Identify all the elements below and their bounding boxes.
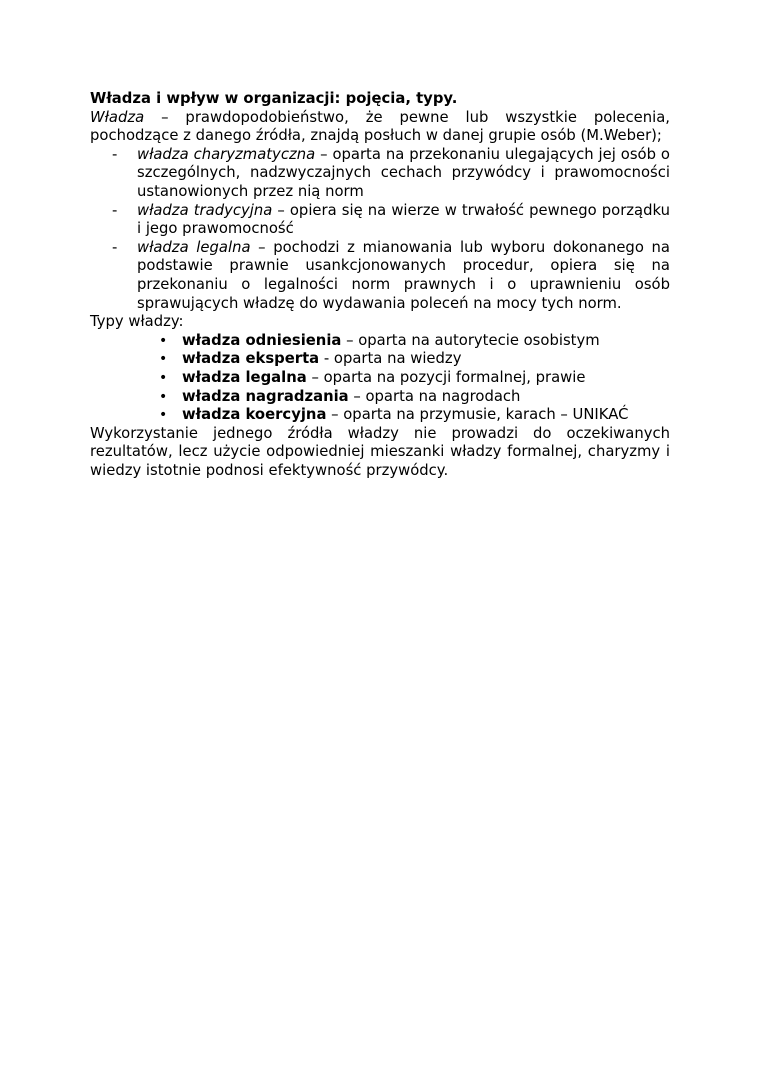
bullet-icon: •	[159, 388, 168, 405]
list-item-text: – oparta na przymusie, karach – UNIKAĆ	[326, 406, 629, 424]
list-item-term: władza legalna	[137, 238, 251, 256]
list-item-text: – oparta na pozycji formalnej, prawie	[306, 368, 586, 386]
dash-marker: -	[112, 238, 118, 256]
bullet-icon: •	[159, 369, 168, 386]
list-item-text: – oparta na autorytecie osobistym	[341, 331, 600, 349]
list-item-term: władza charyzmatyczna	[137, 145, 316, 163]
list-item	[90, 388, 670, 407]
weber-types-list	[90, 146, 670, 313]
list-item-text: – oparta na przekonaniu ulegających jej osób o szczególnych, nadzwyczajnych cechach przywódcy i prawomocności ustanowionych przez nią norm	[137, 145, 670, 200]
types-heading: Typy władzy:	[90, 313, 184, 331]
list-item	[90, 406, 670, 425]
list-item-text: – pochodzi z mianowania lub wyboru dokonanego na podstawie prawnie usankcjonowanych procedur, opiera się na przekonaniu o legalności norm prawnych i o uprawnieniu osób sprawujących władzę do wydawania poleceń na mocy tych norm.	[137, 238, 670, 312]
document-title: Władza i wpływ w organizacji: pojęcia, typy.	[90, 90, 458, 107]
list-item-text: – oparta na nagrodach	[348, 387, 521, 405]
list-item-term: władza legalna	[182, 368, 307, 386]
list-item-text: - oparta na wiedzy	[319, 350, 462, 368]
list-item-term: władza koercyjna	[182, 406, 327, 424]
conclusion-paragraph: Wykorzystanie jednego źródła władzy nie prowadzi do oczekiwanych rezultatów, lecz użycie odpowiedniej mieszanki władzy formalnej, charyzmy i wiedzy istotnie podnosi efektywność przywódcy.	[90, 424, 670, 479]
list-item-term: władza tradycyjna	[137, 201, 273, 219]
list-item-term: władza eksperta	[182, 350, 320, 368]
list-item	[90, 332, 670, 351]
list-item	[90, 146, 670, 202]
dash-marker: -	[112, 145, 118, 163]
bullet-icon: •	[159, 332, 168, 349]
list-item-term: władza nagradzania	[182, 387, 349, 405]
list-item-term: władza odniesienia	[182, 331, 342, 349]
list-item-text: – opiera się na wierze w trwałość pewnego porządku i jego prawomocność	[137, 201, 670, 238]
bullet-icon: •	[159, 351, 168, 368]
dash-marker: -	[112, 201, 118, 219]
power-types-list	[90, 332, 670, 425]
definition-term: Władza	[90, 108, 145, 126]
list-item	[90, 202, 670, 239]
power-definition	[90, 109, 670, 146]
document-page	[90, 90, 670, 480]
list-item	[90, 369, 670, 388]
bullet-icon: •	[159, 407, 168, 424]
list-item	[90, 239, 670, 313]
list-item	[90, 350, 670, 369]
definition-text: – prawdopodobieństwo, że pewne lub wszystkie polecenia, pochodzące z danego źródła, znajdą posłuch w danej grupie osób (M.Weber);	[90, 108, 670, 145]
